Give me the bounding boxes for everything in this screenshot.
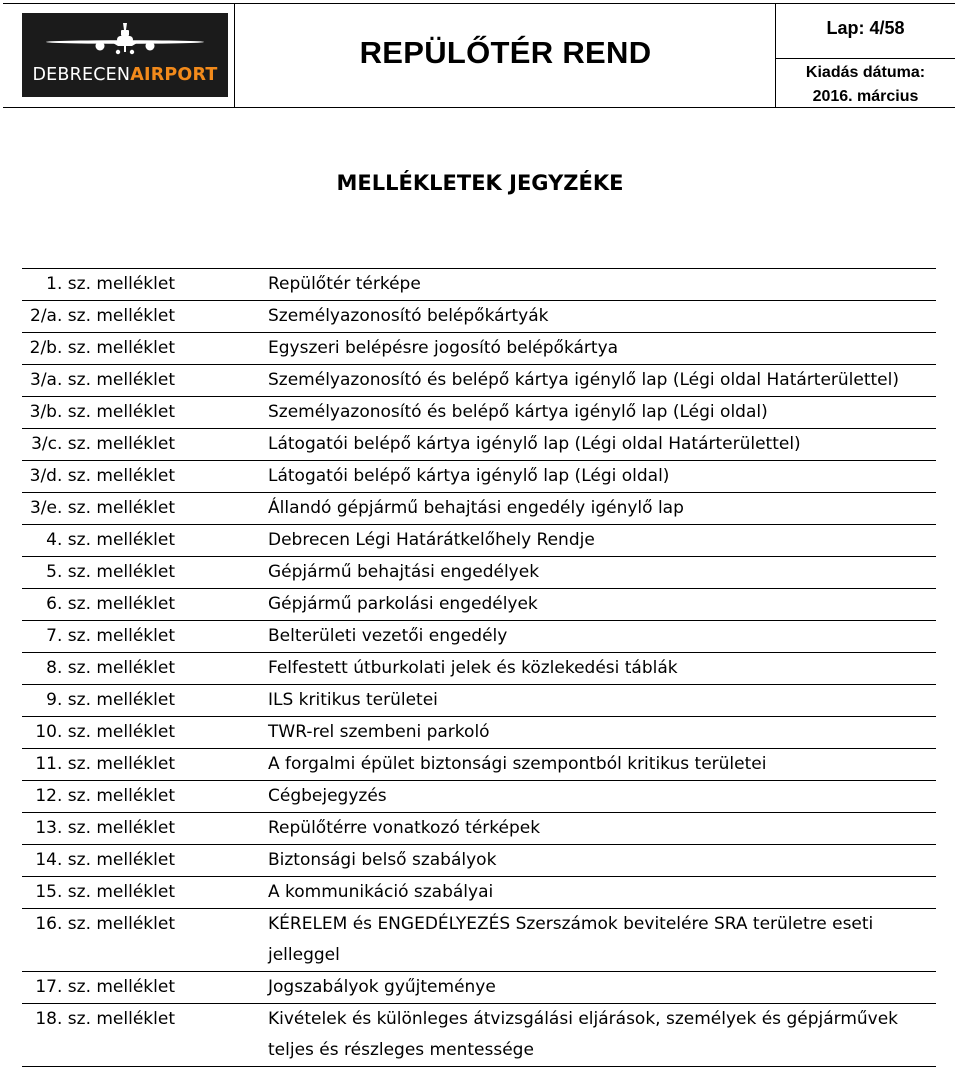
annex-title: Debrecen Légi Határátkelőhely Rendje xyxy=(268,530,595,550)
annex-row xyxy=(22,428,936,460)
annex-number: 12. sz. melléklet xyxy=(35,786,175,806)
annex-row xyxy=(22,652,936,684)
annex-row xyxy=(22,876,936,908)
annex-row xyxy=(22,268,936,300)
annex-row xyxy=(22,908,936,971)
annex-number: 1. sz. melléklet xyxy=(46,274,175,294)
logo-wordmark xyxy=(22,65,228,85)
annex-title: Biztonsági belső szabályok xyxy=(268,850,497,870)
annex-number: 3/a. sz. melléklet xyxy=(30,370,175,390)
annex-number: 2/b. sz. melléklet xyxy=(29,338,175,358)
annex-row xyxy=(22,364,936,396)
annex-title: Kivételek és különleges átvizsgálási eljárások, személyek és gépjárművek teljes és részleges mentessége xyxy=(268,1009,899,1060)
annex-list xyxy=(22,268,936,1067)
annex-number: 3/d. sz. melléklet xyxy=(29,466,175,486)
annex-title: ILS kritikus területei xyxy=(268,690,438,710)
annex-number: 7. sz. melléklet xyxy=(46,626,175,646)
annex-number: 5. sz. melléklet xyxy=(46,562,175,582)
section-title: MELLÉKLETEK JEGYZÉKE xyxy=(336,171,624,195)
meta-cell xyxy=(776,4,955,108)
annex-title: Gépjármű parkolási engedélyek xyxy=(268,594,538,614)
annex-number: 10. sz. melléklet xyxy=(35,722,175,742)
annex-row xyxy=(22,971,936,1003)
annex-number: 16. sz. melléklet xyxy=(35,914,175,934)
annex-title: Cégbejegyzés xyxy=(268,786,387,806)
annex-row xyxy=(22,780,936,812)
annex-number: 14. sz. melléklet xyxy=(35,850,175,870)
annex-title: Repülőtérre vonatkozó térképek xyxy=(268,818,541,838)
annex-title: KÉRELEM és ENGEDÉLYEZÉS Szerszámok bevitelére SRA területre eseti jelleggel xyxy=(268,914,874,965)
document-header xyxy=(3,3,955,108)
annex-row xyxy=(22,332,936,364)
annex-number: 18. sz. melléklet xyxy=(35,1009,175,1029)
debrecen-airport-logo xyxy=(22,13,228,97)
annex-title: Repülőtér térképe xyxy=(268,274,421,294)
annex-title: A kommunikáció szabályai xyxy=(268,882,494,902)
annex-number: 4. sz. melléklet xyxy=(46,530,175,550)
annex-row xyxy=(22,684,936,716)
issue-date-label: Kiadás dátuma: xyxy=(805,64,926,81)
annex-title: Állandó gépjármű behajtási engedély igénylő lap xyxy=(268,498,684,518)
annex-number: 15. sz. melléklet xyxy=(35,882,175,902)
annex-title: TWR-rel szembeni parkoló xyxy=(268,722,490,742)
page-number: Lap: 4/58 xyxy=(826,18,905,38)
annex-row xyxy=(22,812,936,844)
annex-number: 6. sz. melléklet xyxy=(46,594,175,614)
annex-row xyxy=(22,396,936,428)
annex-row xyxy=(22,620,936,652)
annex-title: Gépjármű behajtási engedélyek xyxy=(268,562,540,582)
page-number-row xyxy=(776,4,955,59)
annex-title: Személyazonosító és belépő kártya igénylő lap (Légi oldal Határterülettel) xyxy=(268,370,899,390)
annex-title: Jogszabályok gyűjteménye xyxy=(268,977,496,997)
annex-title: Látogatói belépő kártya igénylő lap (Légi oldal Határterülettel) xyxy=(268,434,801,454)
logo-text-debrecen: DEBRECEN xyxy=(32,65,131,85)
annex-title: Személyazonosító és belépő kártya igénylő lap (Légi oldal) xyxy=(268,402,768,422)
annex-title: Egyszeri belépésre jogosító belépőkártya xyxy=(268,338,619,358)
title-cell xyxy=(235,4,776,108)
annex-number: 8. sz. melléklet xyxy=(46,658,175,678)
annex-number: 13. sz. melléklet xyxy=(35,818,175,838)
annex-number: 11. sz. melléklet xyxy=(35,754,175,774)
annex-row xyxy=(22,300,936,332)
annex-title: Felfestett útburkolati jelek és közlekedési táblák xyxy=(268,658,678,678)
annex-number: 17. sz. melléklet xyxy=(35,977,175,997)
annex-row xyxy=(22,460,936,492)
annex-row xyxy=(22,588,936,620)
annex-number: 3/b. sz. melléklet xyxy=(29,402,175,422)
annex-number: 9. sz. melléklet xyxy=(46,690,175,710)
annex-title: Látogatói belépő kártya igénylő lap (Légi oldal) xyxy=(268,466,670,486)
document-title: REPÜLŐTÉR REND xyxy=(359,35,652,70)
annex-row xyxy=(22,492,936,524)
logo-text-airport: AIRPORT xyxy=(130,65,218,85)
annex-number: 3/c. sz. melléklet xyxy=(31,434,175,454)
annex-number: 2/a. sz. melléklet xyxy=(30,306,175,326)
logo-cell xyxy=(3,4,235,108)
annex-row xyxy=(22,748,936,780)
annex-title: Személyazonosító belépőkártyák xyxy=(268,306,549,326)
annex-row xyxy=(22,556,936,588)
annex-title: Belterületi vezetői engedély xyxy=(268,626,508,646)
annex-number: 3/e. sz. melléklet xyxy=(29,498,175,518)
issue-date-value: 2016. március xyxy=(812,88,919,105)
annex-row xyxy=(22,524,936,556)
annex-title: A forgalmi épület biztonsági szempontból kritikus területei xyxy=(268,754,767,774)
annex-row xyxy=(22,1003,936,1067)
annex-row xyxy=(22,716,936,748)
annex-row xyxy=(22,844,936,876)
